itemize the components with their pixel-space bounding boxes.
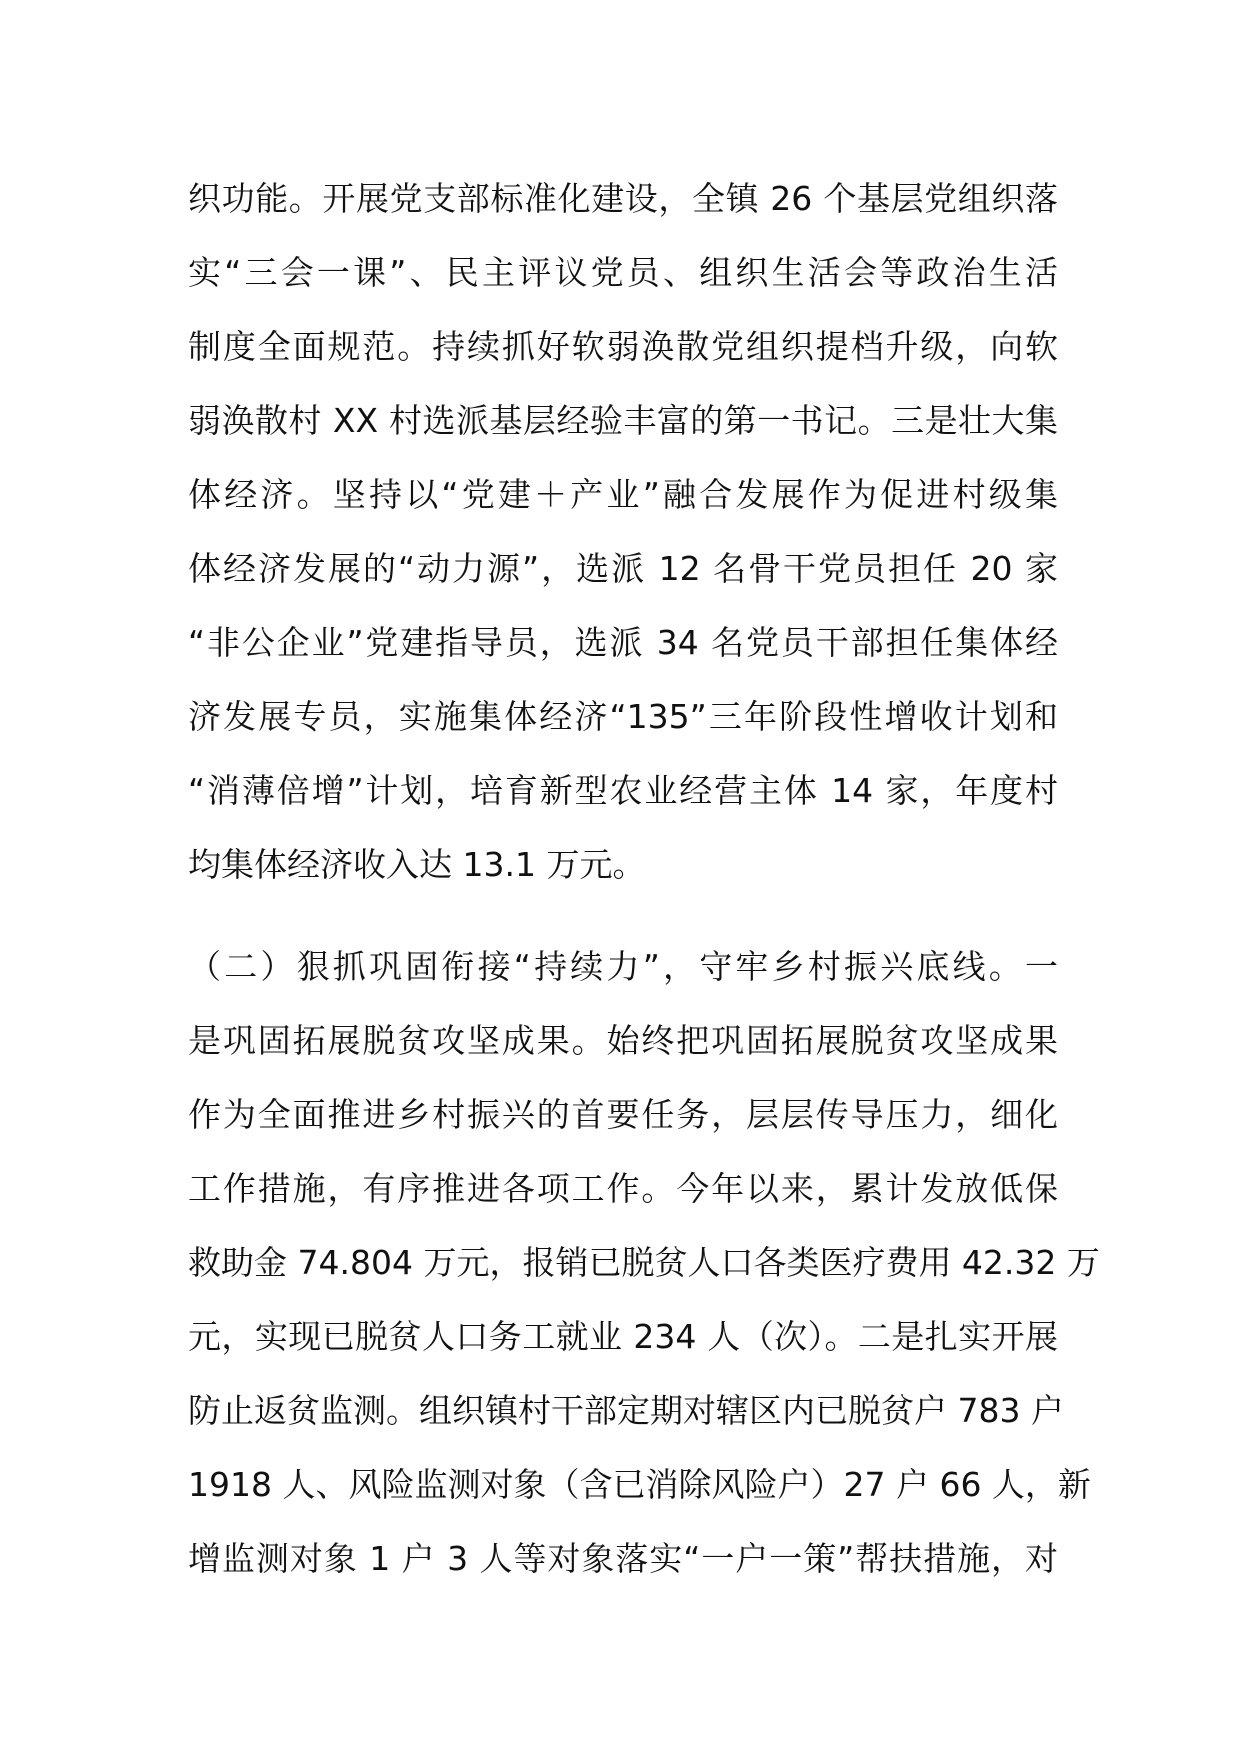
paragraph-line: （二）狠抓巩固衔接“持续力”，守牢乡村振兴底线。一 <box>188 947 1058 986</box>
paragraph-line: 工作措施，有序推进各项工作。今年以来，累计发放低保 <box>188 1169 1058 1208</box>
paragraph-line: 体经济。坚持以“党建＋产业”融合发展作为促进村级集 <box>188 475 1058 514</box>
paragraph-line: 是巩固拓展脱贫攻坚成果。始终把巩固拓展脱贫攻坚成果 <box>188 1021 1058 1060</box>
paragraph-line: “非公企业”党建指导员，选派 34 名党员干部担任集体经 <box>188 623 1058 662</box>
paragraph-line: 作为全面推进乡村振兴的首要任务，层层传导压力，细化 <box>188 1095 1058 1134</box>
paragraph-line: 救助金 74.804 万元，报销已脱贫人口各类医疗费用 42.32 万 <box>188 1243 1100 1282</box>
paragraph-line: 济发展专员，实施集体经济“135”三年阶段性增收计划和 <box>188 697 1058 736</box>
paragraph-line: “消薄倍增”计划，培育新型农业经营主体 14 家，年度村 <box>188 771 1058 810</box>
paragraph-line: 制度全面规范。持续抓好软弱涣散党组织提档升级，向软 <box>188 327 1058 366</box>
paragraph-line: 均集体经济收入达 13.1 万元。 <box>188 845 646 884</box>
paragraph-line: 增监测对象 1 户 3 人等对象落实“一户一策”帮扶措施，对 <box>188 1539 1058 1578</box>
paragraph-party-building-collective-economy <box>188 162 1058 902</box>
paragraph-line: 实“三会一课”、民主评议党员、组织生活会等政治生活 <box>188 253 1058 292</box>
paragraph-line: 元，实现已脱贫人口务工就业 234 人（次）。二是扎实开展 <box>188 1317 1058 1356</box>
paragraph-line: 织功能。开展党支部标准化建设，全镇 26 个基层党组织落 <box>188 179 1058 218</box>
paragraph-line: 1918 人、风险监测对象（含已消除风险户）27 户 66 人，新 <box>188 1465 1091 1504</box>
paragraph-line: 防止返贫监测。组织镇村干部定期对辖区内已脱贫户 783 户 <box>188 1391 1064 1430</box>
paragraph-line: 体经济发展的“动力源”，选派 12 名骨干党员担任 20 家 <box>188 549 1058 588</box>
paragraph-line: 弱涣散村 XX 村选派基层经验丰富的第一书记。三是壮大集 <box>188 401 1058 440</box>
paragraph-consolidation-rural-revitalization <box>188 930 1100 1596</box>
